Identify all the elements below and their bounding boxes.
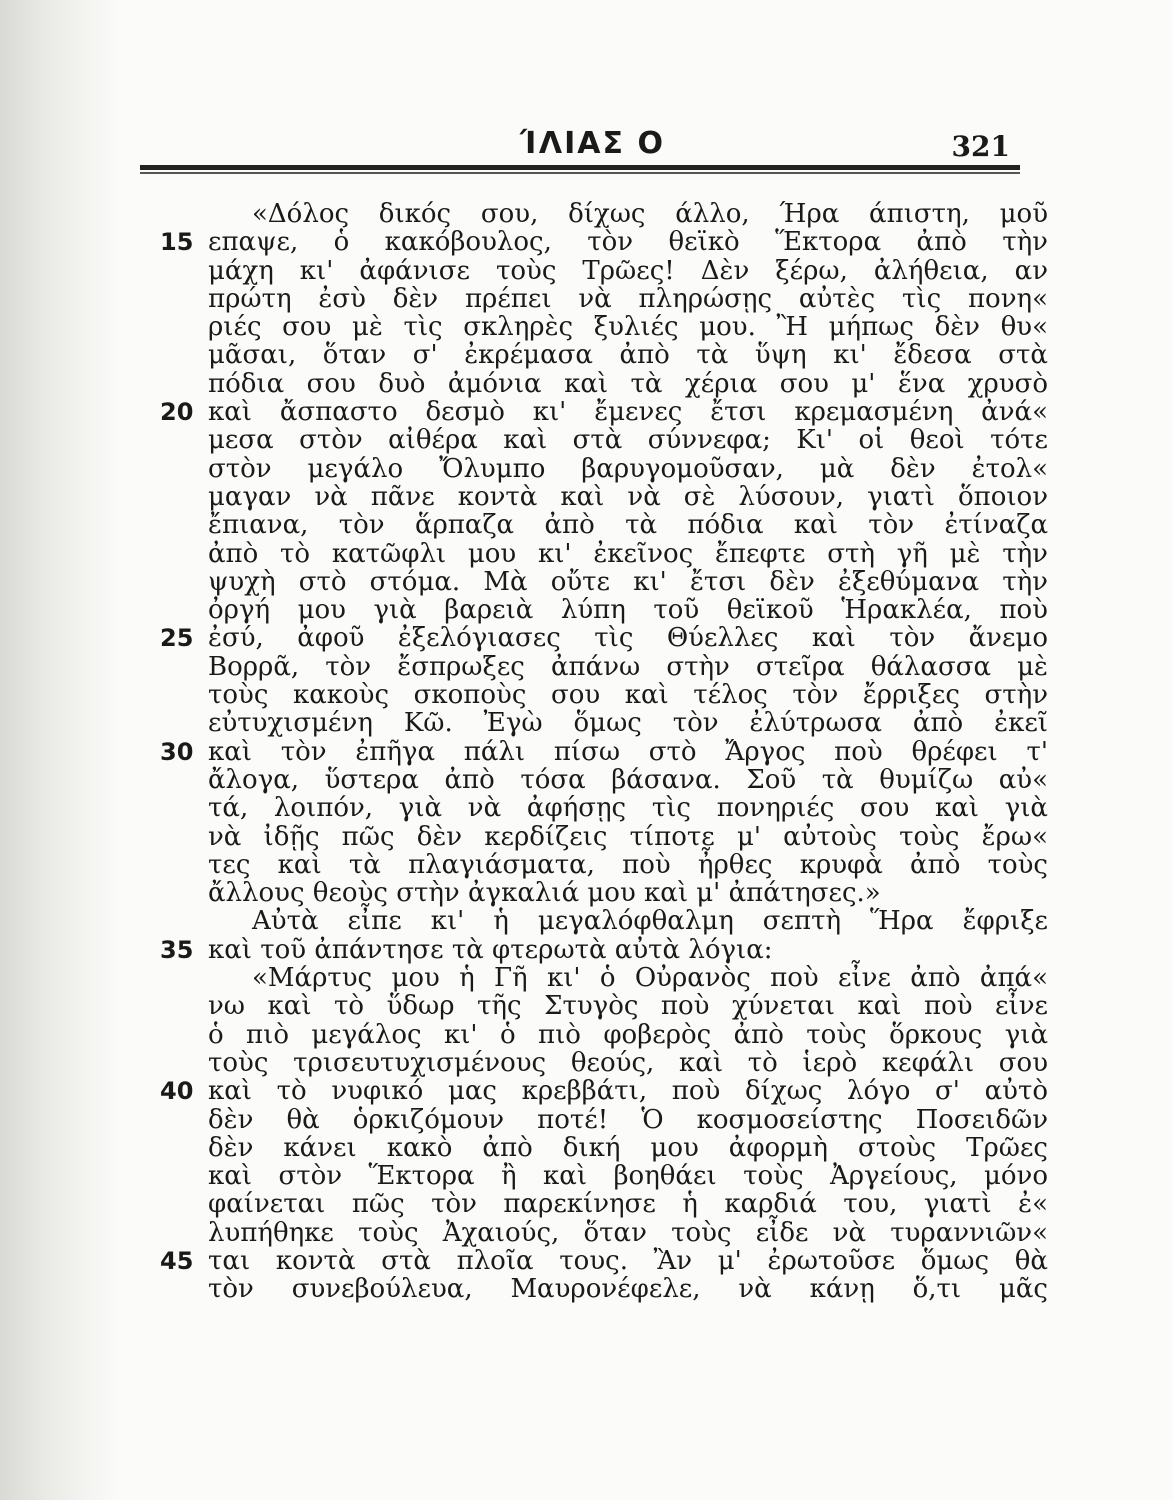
line-text: φαίνεται πῶς τὸν παρεκίνησε ἡ καρδιά του, γιατὶ ἐ« xyxy=(208,1189,1048,1220)
line-number: 15 xyxy=(160,228,194,257)
binding-shadow xyxy=(0,0,120,1500)
line-text: «Δόλος δικός σου, δίχως άλλο, Ήρα άπιστη, μοῦ xyxy=(252,199,1048,229)
line-text: τά, λοιπόν, γιὰ νὰ ἀφήσῃς τὶς πονηριές σου καὶ γιὰ xyxy=(208,793,1048,824)
text-line xyxy=(150,851,1050,879)
line-text: τες καὶ τὰ πλαγιάσματα, ποὺ ἦρθες κρυφὰ ἀπὸ τοὺς xyxy=(208,849,1048,880)
line-number: 25 xyxy=(160,624,194,653)
text-line xyxy=(150,426,1050,454)
line-text: ριές σου μὲ τὶς σκληρὲς ξυλιές μου. Ἢ μήπως δὲν θυ« xyxy=(208,312,1048,343)
line-number: 30 xyxy=(160,737,194,766)
line-text: καὶ τοῦ ἀπάντησε τὰ φτερωτὰ αὐτὰ λόγια: xyxy=(208,934,773,965)
line-text: ἐσύ, ἀφοῦ ἐξελόγιασες τὶς Θύελλες καὶ τὸν ἄνεμο xyxy=(208,623,1048,654)
text-line xyxy=(150,370,1050,398)
text-line xyxy=(150,794,1050,822)
text-line xyxy=(150,568,1050,596)
text-line xyxy=(150,398,1050,426)
line-text: λυπήθηκε τοὺς Ἀχαιούς, ὅταν τοὺς εἶδε νὰ τυραννιῶν« xyxy=(208,1217,1048,1248)
text-line xyxy=(150,483,1050,511)
line-text: καὶ τὸν ἐπῆγα πάλι πίσω στὸ Ἄργος ποὺ θρέφει τ' xyxy=(208,736,1048,767)
line-text: τοὺς τρισευτυχισμένους θεούς, καὶ τὸ ἱερὸ κεφάλι σου xyxy=(208,1047,1048,1078)
text-line xyxy=(150,1247,1050,1275)
text-line xyxy=(150,1219,1050,1247)
text-line xyxy=(150,738,1050,766)
text-line xyxy=(150,1190,1050,1218)
line-text: Βορρᾶ, τὸν ἔσπρωξες ἀπάνω στὴν στεῖρα θάλασσα μὲ xyxy=(208,651,1048,682)
line-text: εὐτυχισμένη Κῶ. Ἐγὼ ὅμως τὸν ἐλύτρωσα ἀπὸ ἐκεῖ xyxy=(208,708,1048,739)
line-text: ται κοντὰ στὰ πλοῖα τους. Ἂν μ' ἐρωτοῦσε ὅμως θὰ xyxy=(208,1245,1048,1276)
text-line xyxy=(150,964,1050,992)
line-text: καὶ τὸ νυφικό μας κρεββάτι, ποὺ δίχως λόγο σ' αὐτὸ xyxy=(208,1076,1048,1107)
line-text: ὁ πιὸ μεγάλος κι' ὁ πιὸ φοβερὸς ἀπὸ τοὺς ὅρκους γιὰ xyxy=(208,1019,1048,1050)
line-text: μεσα στὸν αἰθέρα καὶ στὰ σύννεφα; Κι' οἱ θεοὶ τότε xyxy=(208,425,1048,456)
text-line xyxy=(150,624,1050,652)
page-header xyxy=(140,120,1020,170)
header-rule xyxy=(140,165,1020,170)
page-number: 321 xyxy=(951,130,1010,163)
line-text: μᾶσαι, ὅταν σ' ἐκρέμασα ἀπὸ τὰ ὕψη κι' ἔδεσα στὰ xyxy=(208,340,1048,371)
line-text: καὶ στὸν Ἕκτορα ἢ καὶ βοηθάει τοὺς Ἀργείους, μόνο xyxy=(208,1161,1048,1192)
text-line xyxy=(150,936,1050,964)
line-text: δὲν κάνει κακὸ ἀπὸ δική μου ἀφορμὴ στοὺς Τρῶες xyxy=(208,1132,1048,1163)
line-text: τὸν συνεβούλευα, Μαυρονέφελε, νὰ κάνῃ ὅ,τι μᾶς xyxy=(208,1274,1048,1305)
text-line xyxy=(150,285,1050,313)
text-body xyxy=(150,200,1050,1304)
text-line xyxy=(150,1162,1050,1190)
text-line xyxy=(150,257,1050,285)
line-text: ἔπιανα, τὸν ἅρπαζα ἀπὸ τὰ πόδια καὶ τὸν ἐτίναζα xyxy=(208,510,1048,541)
line-text: μαγαν νὰ πᾶνε κοντὰ καὶ νὰ σὲ λύσουν, γιατὶ ὅποιον xyxy=(208,481,1048,512)
text-line xyxy=(150,455,1050,483)
line-text: επαψε, ὁ κακόβουλος, τὸν θεϊκὸ Ἕκτορα ἀπὸ τὴν xyxy=(208,227,1048,258)
line-number: 20 xyxy=(160,398,194,427)
line-text: πόδια σου δυὸ ἀμόνια καὶ τὰ χέρια σου μ' ἕνα χρυσὸ xyxy=(208,368,1048,399)
text-line xyxy=(150,540,1050,568)
header-rule-thin xyxy=(140,172,1020,174)
line-text: ψυχὴ στὸ στόμα. Μὰ οὔτε κι' ἔτσι δὲν ἐξεθύμανα τὴν xyxy=(208,566,1048,597)
line-text: νὰ ἰδῇς πῶς δὲν κερδίζεις τίποτε μ' αὐτοὺς τοὺς ἔρω« xyxy=(208,821,1048,852)
line-text: στὸν μεγάλο Ὄλυμπο βαρυγομοῦσαν, μὰ δὲν ἐτολ« xyxy=(208,453,1048,484)
line-text: τοὺς κακοὺς σκοποὺς σου καὶ τέλος τὸν ἔρριξες στὴν xyxy=(208,680,1048,711)
text-line xyxy=(150,653,1050,681)
text-line xyxy=(150,313,1050,341)
line-number: 45 xyxy=(160,1246,194,1275)
text-line xyxy=(150,907,1050,935)
text-line xyxy=(150,228,1050,256)
line-text: νω καὶ τὸ ὕδωρ τῆς Στυγὸς ποὺ χύνεται καὶ ποὺ εἶνε xyxy=(208,991,1048,1022)
line-text: πρώτη ἐσὺ δὲν πρέπει νὰ πληρώσῃς αὐτὲς τὶς πονη« xyxy=(208,283,1048,314)
text-line xyxy=(150,823,1050,851)
text-line xyxy=(150,1134,1050,1162)
text-line xyxy=(150,1077,1050,1105)
text-line xyxy=(150,766,1050,794)
text-line xyxy=(150,1049,1050,1077)
running-title: ΊΛΙΑΣ Ο xyxy=(520,126,665,161)
line-text: καὶ ἄσπαστο δεσμὸ κι' ἔμενες ἔτσι κρεμασμένη ἀνά« xyxy=(208,397,1048,428)
line-text: ἄλογα, ὕστερα ἀπὸ τόσα βάσανα. Σοῦ τὰ θυμίζω αὐ« xyxy=(208,764,1048,795)
text-line xyxy=(150,200,1050,228)
text-line xyxy=(150,1021,1050,1049)
text-line xyxy=(150,596,1050,624)
line-text: δὲν θὰ ὁρκιζόμουν ποτέ! Ὁ κοσμοσείστης Ποσειδῶν xyxy=(208,1104,1048,1135)
line-number: 40 xyxy=(160,1077,194,1106)
text-line xyxy=(150,1275,1050,1303)
line-text: ἄλλους θεοὺς στὴν ἀγκαλιά μου καὶ μ' ἀπάτησες.» xyxy=(208,878,881,909)
text-line xyxy=(150,511,1050,539)
line-text: μάχη κι' ἀφάνισε τοὺς Τρῶες! Δὲν ξέρω, ἀλήθεια, αν xyxy=(208,255,1048,286)
text-line xyxy=(150,879,1050,907)
text-line xyxy=(150,992,1050,1020)
line-text: ὀργή μου γιὰ βαρειὰ λύπη τοῦ θεϊκοῦ Ἡρακλέα, ποὺ xyxy=(208,595,1048,626)
line-text: «Μάρτυς μου ἡ Γῆ κι' ὁ Οὐρανὸς ποὺ εἶνε ἀπὸ ἀπά« xyxy=(252,963,1048,994)
text-line xyxy=(150,341,1050,369)
line-text: Αὐτὰ εἶπε κι' ἡ μεγαλόφθαλμη σεπτὴ Ἥρα ἔφριξε xyxy=(252,906,1048,937)
text-line xyxy=(150,681,1050,709)
line-number: 35 xyxy=(160,935,194,964)
text-line xyxy=(150,1106,1050,1134)
text-line xyxy=(150,709,1050,737)
line-text: ἀπὸ τὸ κατῶφλι μου κι' ἐκεῖνος ἔπεφτε στὴ γῆ μὲ τὴν xyxy=(208,538,1048,569)
